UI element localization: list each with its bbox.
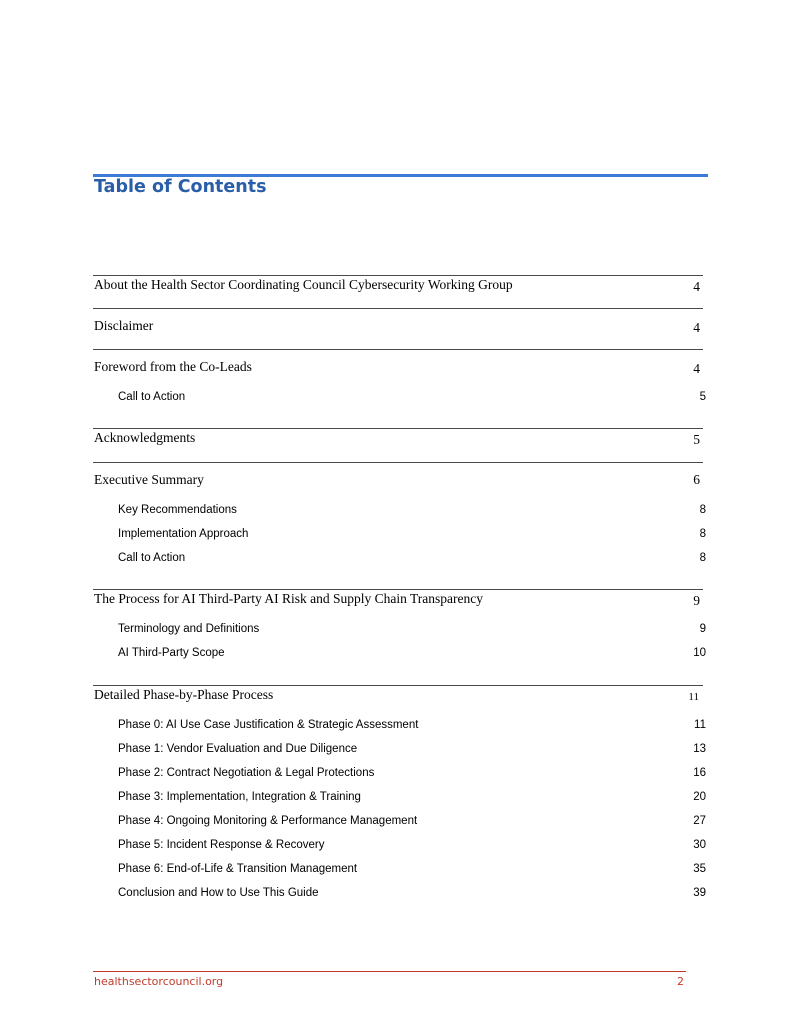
toc-entry-about[interactable]: About the Health Sector Coordinating Council Cybersecurity Working Group	[94, 277, 513, 292]
toc-page-number: 4	[693, 361, 700, 376]
toc-entry-acknowledgments[interactable]: Acknowledgments	[94, 430, 196, 445]
toc-page-number: 4	[693, 320, 700, 335]
section-divider	[93, 589, 703, 590]
toc-page-number: 8	[699, 504, 706, 516]
toc-page-number: 8	[699, 528, 706, 540]
toc-page-number: 13	[693, 743, 706, 755]
toc-subentry-phase-0[interactable]: Phase 0: AI Use Case Justification & Strategic Assessment	[118, 719, 419, 731]
toc-page-number: 9	[693, 593, 700, 608]
toc-subentry-phase-6[interactable]: Phase 6: End-of-Life & Transition Management	[118, 863, 358, 875]
section-divider	[93, 462, 703, 463]
toc-page-number: 10	[693, 647, 706, 659]
toc-entry-foreword[interactable]: Foreword from the Co-Leads	[94, 359, 252, 374]
toc-page-number: 39	[693, 887, 706, 899]
toc-entry-executive-summary[interactable]: Executive Summary	[94, 472, 204, 487]
toc-entry-disclaimer[interactable]: Disclaimer	[94, 318, 154, 333]
toc-subentry-phase-3[interactable]: Phase 3: Implementation, Integration & Training	[118, 791, 361, 803]
toc-page-number: 5	[699, 391, 706, 403]
footer-rule	[93, 971, 686, 972]
toc-page-number: 4	[693, 279, 700, 294]
section-divider	[93, 428, 703, 429]
section-divider	[93, 275, 703, 276]
toc-subentry-key-recommendations[interactable]: Key Recommendations	[118, 504, 237, 516]
toc-subentry-phase-4[interactable]: Phase 4: Ongoing Monitoring & Performance Management	[118, 815, 418, 827]
page-title: Table of Contents	[94, 177, 267, 197]
toc-subentry-phase-1[interactable]: Phase 1: Vendor Evaluation and Due Diligence	[118, 743, 358, 755]
toc-page-number: 11	[688, 691, 699, 703]
toc-subentry-call-to-action[interactable]: Call to Action	[118, 391, 186, 403]
toc-page-number: 16	[693, 767, 706, 779]
toc-page-number: 5	[693, 432, 700, 447]
toc-entry-detailed-process[interactable]: Detailed Phase-by-Phase Process	[94, 687, 274, 702]
footer-site-link[interactable]: healthsectorcouncil.org	[94, 975, 224, 988]
toc-subentry-phase-5[interactable]: Phase 5: Incident Response & Recovery	[118, 839, 325, 851]
toc-entry-process[interactable]: The Process for AI Third-Party AI Risk and Supply Chain Transparency	[94, 591, 483, 606]
section-divider	[93, 349, 703, 350]
toc-subentry-scope[interactable]: AI Third-Party Scope	[118, 647, 225, 659]
toc-page-number: 35	[693, 863, 706, 875]
toc-page-number: 11	[694, 719, 706, 731]
footer-page-number: 2	[677, 975, 684, 988]
toc-subentry-conclusion[interactable]: Conclusion and How to Use This Guide	[118, 887, 319, 899]
toc-page-number: 6	[693, 472, 700, 487]
toc-page-number: 9	[699, 623, 706, 635]
toc-page-number: 27	[693, 815, 706, 827]
toc-subentry-phase-2[interactable]: Phase 2: Contract Negotiation & Legal Protections	[118, 767, 375, 779]
toc-subentry-terminology[interactable]: Terminology and Definitions	[118, 623, 260, 635]
toc-subentry-implementation-approach[interactable]: Implementation Approach	[118, 528, 249, 540]
toc-page-number: 20	[693, 791, 706, 803]
section-divider	[93, 685, 703, 686]
toc-page-number: 30	[693, 839, 706, 851]
toc-page-number: 8	[699, 552, 706, 564]
section-divider	[93, 308, 703, 309]
toc-subentry-call-to-action-2[interactable]: Call to Action	[118, 552, 186, 564]
